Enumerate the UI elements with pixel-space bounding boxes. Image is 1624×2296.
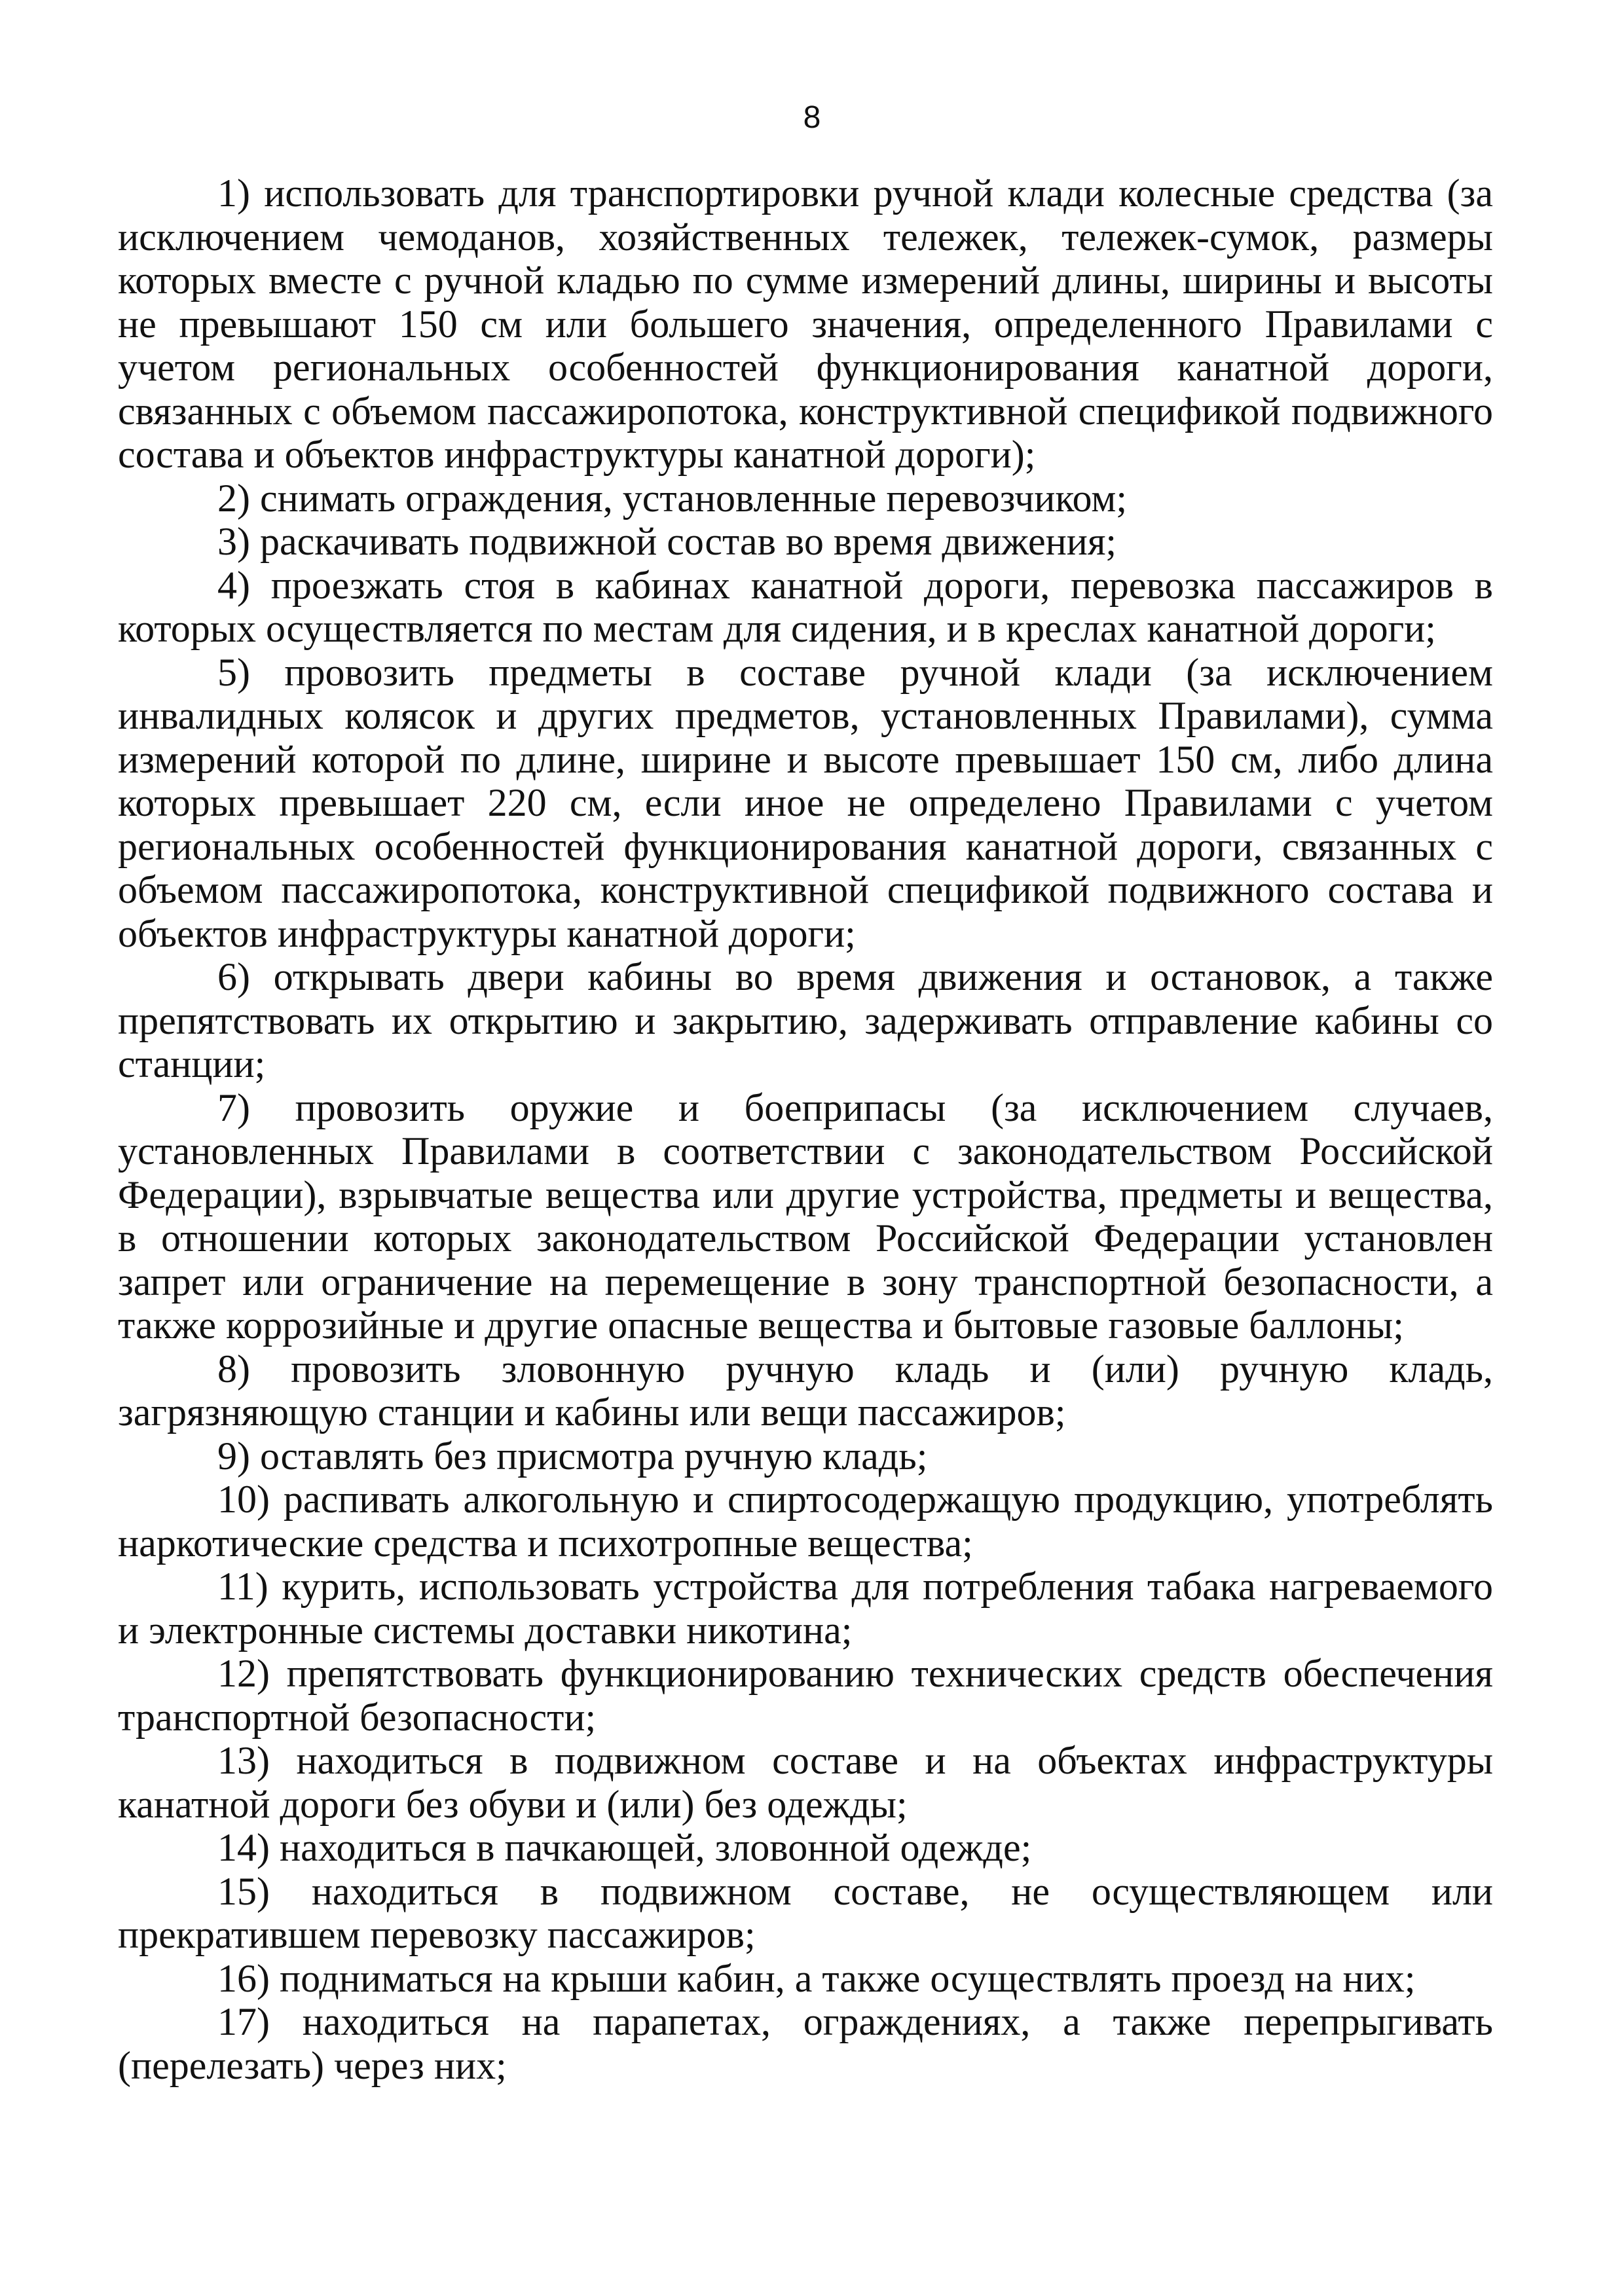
item-number: 4)	[217, 563, 250, 607]
item-number: 12)	[217, 1652, 270, 1695]
list-item	[118, 477, 1493, 520]
item-number: 15)	[217, 1869, 270, 1913]
item-number: 3)	[217, 520, 250, 563]
item-text: проезжать стоя в кабинах канатной дороги, перевозка пассажиров в которых осуществляется по местам для сидения, и в креслах канатной дороги;	[118, 563, 1494, 650]
item-number: 8)	[217, 1347, 250, 1391]
list-item	[118, 1652, 1493, 1739]
item-text: снимать ограждения, установленные перевозчиком;	[259, 476, 1127, 520]
item-number: 17)	[217, 2000, 270, 2043]
item-number: 14)	[217, 1826, 270, 1869]
item-text: курить, использовать устройства для потребления табака нагреваемого и электронные системы доставки никотина;	[118, 1565, 1494, 1652]
item-number: 1)	[217, 172, 250, 215]
prohibitions-list	[118, 172, 1493, 2087]
list-item	[118, 520, 1493, 564]
item-text: распивать алкогольную и спиртосодержащую продукцию, употреблять наркотические средства и психотропные вещества;	[118, 1478, 1493, 1565]
item-number: 2)	[217, 476, 250, 520]
item-text: находиться на парапетах, ограждениях, а также перепрыгивать (перелезать) через них;	[118, 2000, 1493, 2087]
list-item	[118, 1739, 1493, 1826]
item-text: открывать двери кабины во время движения и остановок, а также препятствовать их открытию и закрытию, задерживать отправление кабины со станции;	[118, 955, 1493, 1085]
item-text: использовать для транспортировки ручной клади колесные средства (за исключением чемоданов, хозяйственных тележек, тележек-сумок, размеры которых вместе с ручной кладью по сумме измерений длины, ширины и высоты не превышают 150 см или большего значения, определенного Правилами с учетом региональных особенностей функционирования канатной дороги, связанных с объемом пассажиропотока, конструктивной спецификой подвижного состава и объектов инфраструктуры канатной дороги);	[118, 172, 1493, 476]
page-number: 8	[803, 100, 821, 135]
list-item	[118, 564, 1493, 651]
item-text: провозить предметы в составе ручной клади (за исключением инвалидных колясок и других предметов, установленных Правилами), сумма измерений которой по длине, ширине и высоте превышает 150 см, либо длина которых превышает 220 см, если иное не определено Правилами с учетом региональных особенностей функционирования канатной дороги, связанных с объемом пассажиропотока, конструктивной спецификой подвижного состава и объектов инфраструктуры канатной дороги;	[118, 650, 1493, 955]
list-item	[118, 955, 1493, 1086]
item-text: провозить оружие и боеприпасы (за исключением случаев, установленных Правилами в соответствии с законодательством Российской Федерации), взрывчатые вещества или другие устройства, предметы и вещества, в отношении которых законодательством Российской Федерации установлен запрет или ограничение на перемещение в зону транспортной безопасности, а также коррозийные и другие опасные вещества и бытовые газовые баллоны;	[118, 1085, 1494, 1347]
item-number: 13)	[217, 1739, 270, 1782]
list-item	[118, 1870, 1493, 1957]
list-item	[118, 1565, 1493, 1652]
item-text: подниматься на крыши кабин, а также осуществлять проезд на них;	[279, 1956, 1416, 2000]
item-text: оставлять без присмотра ручную кладь;	[259, 1434, 928, 1478]
list-item	[118, 1086, 1493, 1347]
item-text: находиться в пачкающей, зловонной одежде;	[279, 1826, 1032, 1869]
item-text: провозить зловонную ручную кладь и (или) ручную кладь, загрязняющую станции и кабины или вещи пассажиров;	[118, 1347, 1494, 1434]
list-item	[118, 1957, 1493, 2001]
item-text: препятствовать функционированию технических средств обеспечения транспортной безопасности;	[118, 1652, 1493, 1739]
list-item	[118, 651, 1493, 956]
list-item	[118, 172, 1493, 477]
list-item	[118, 2000, 1493, 2087]
item-text: находиться в подвижном составе, не осуществляющем или прекратившем перевозку пассажиров;	[118, 1869, 1494, 1956]
item-number: 5)	[217, 650, 250, 694]
item-text: раскачивать подвижной состав во время движения;	[259, 520, 1117, 563]
item-number: 7)	[217, 1085, 250, 1129]
list-item	[118, 1347, 1493, 1434]
list-item	[118, 1478, 1493, 1565]
item-number: 10)	[217, 1478, 270, 1521]
item-text: находиться в подвижном составе и на объектах инфраструктуры канатной дороги без обуви и (или) без одежды;	[118, 1739, 1494, 1826]
list-item	[118, 1826, 1493, 1870]
item-number: 6)	[217, 955, 250, 998]
item-number: 11)	[217, 1565, 268, 1608]
item-number: 9)	[217, 1434, 250, 1478]
item-number: 16)	[217, 1956, 270, 2000]
list-item	[118, 1434, 1493, 1478]
